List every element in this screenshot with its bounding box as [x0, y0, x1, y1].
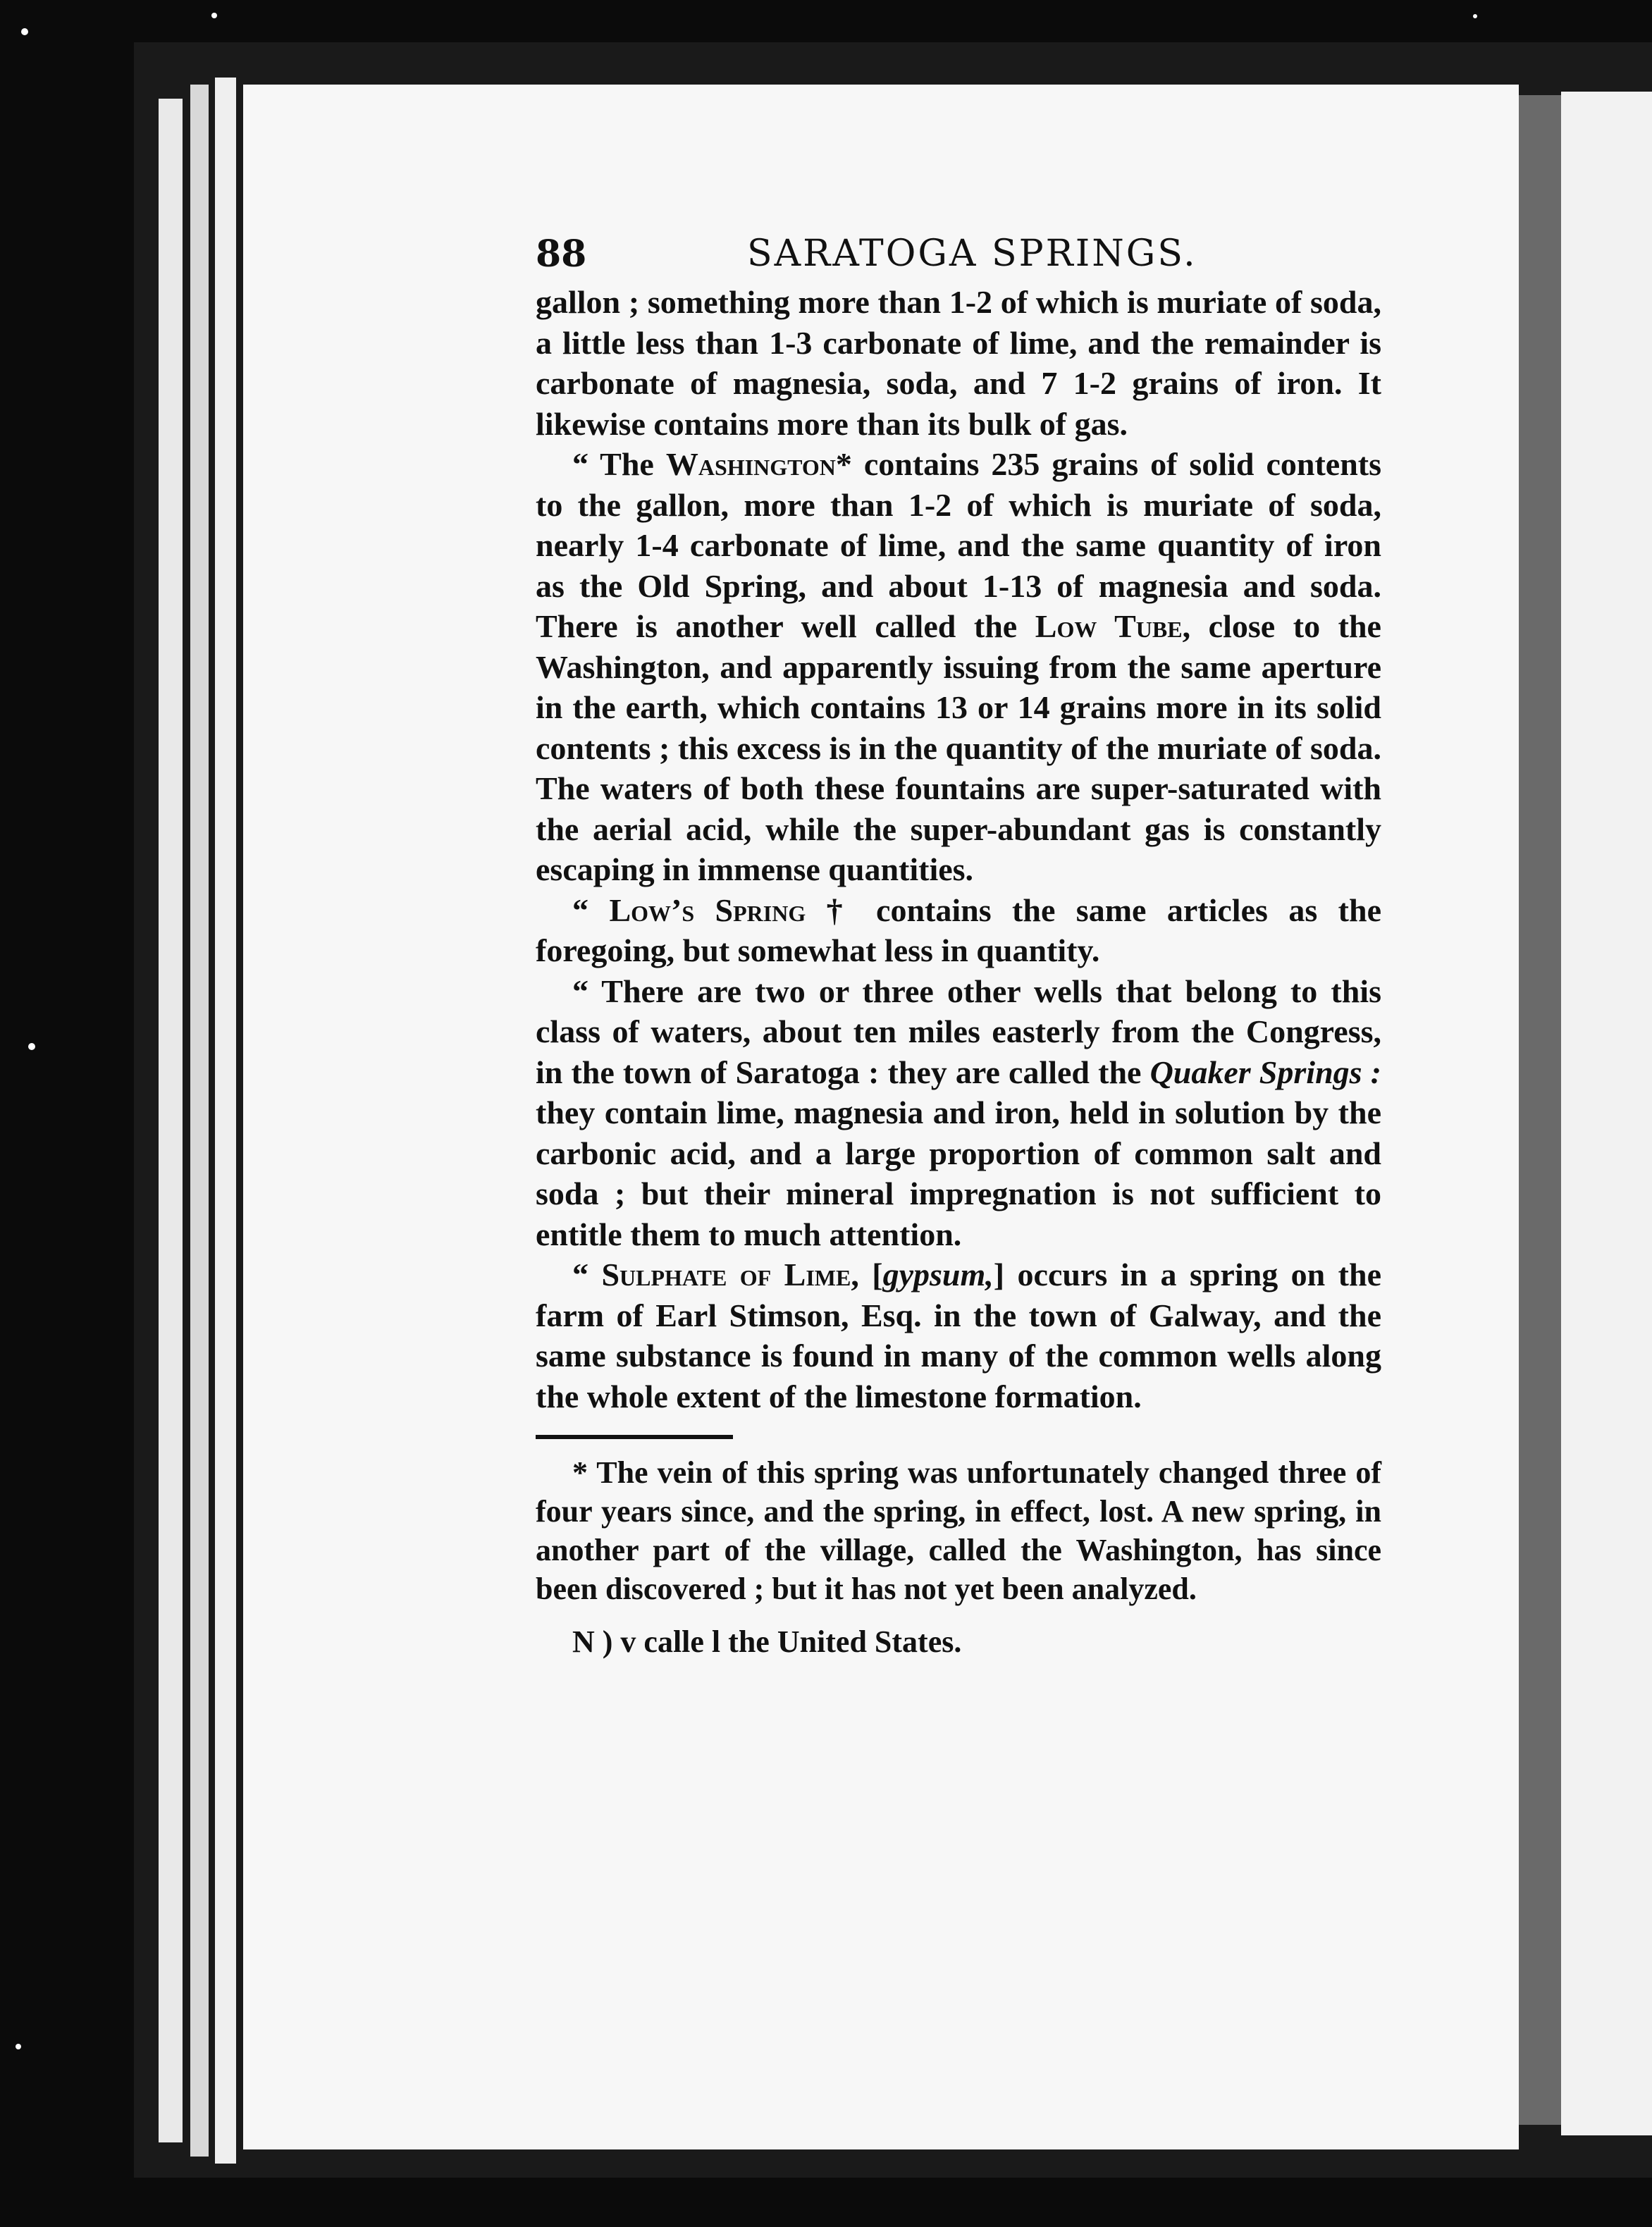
spring-name: Low’s Spring [609, 892, 806, 928]
footnote-rule [536, 1435, 733, 1439]
footnote: * The vein of this spring was unfortunately changed three of four years since, and the spring, in effect, lost. A new spring, in another part of the village, called the Washington, has since been discovered ; but it has not yet been analyzed. [536, 1455, 1381, 1606]
page-number: 88 [536, 233, 587, 276]
spring-name: Low Tube [1035, 608, 1183, 644]
scan-speckle [28, 1043, 35, 1050]
footnote: N ) v calle l the United States. [572, 1624, 962, 1659]
body-text [536, 282, 1381, 1417]
running-title: SARATOGA SPRINGS. [747, 233, 1197, 275]
footnotes [536, 1453, 1381, 1661]
italic-term: gypsum, [882, 1257, 994, 1293]
mineral-name: Sulphate of Lime, [601, 1257, 859, 1293]
page-edge-strip [190, 85, 209, 2157]
right-page-edge [1561, 92, 1652, 2135]
italic-term: Quaker Springs : [1149, 1054, 1381, 1090]
paragraph-quaker-springs: “ There are two or three other wells that belong to this class of waters, about ten miles easterly from the Congress, in the town of Saratoga : they are called the Quaker Springs : they contain lime, magnesia and iron, held in solution by the carbonic acid, and a large proportion of common salt and soda ; but their mineral impregnation is not sufficient to entitle them to much attention. [536, 973, 1381, 1252]
right-page-shadow [1519, 95, 1561, 2125]
spring-name: Washington [665, 446, 836, 482]
paragraph-washington: “ The Washington* contains 235 grains of solid contents to the gallon, more than 1-2 of which is muriate of soda, nearly 1-4 carbonate of lime, and the same quantity of iron as the Old Spring, and about 1-13 of magnesia and soda. There is another well called the Low Tube, close to the Washington, and apparently issuing from the same aperture in the earth, which contains 13 or 14 grains more in its solid contents ; this excess is in the quantity of the muriate of soda. The waters of both these fountains are super-saturated with the aerial acid, while the super-abundant gas is constantly escaping in immense quantities. [536, 446, 1381, 887]
scan-speckle [21, 28, 28, 35]
page-header [536, 226, 1381, 282]
scan-speckle [16, 2044, 21, 2049]
page-edge-strip [215, 78, 236, 2164]
scan-speckle [1473, 14, 1477, 18]
paragraph-sulphate-of-lime: “ Sulphate of Lime, [gypsum,] occurs in a spring on the farm of Earl Stimson, Esq. in the town of Galway, and the same substance is found in many of the common wells along the whole extent of the limestone formation. [536, 1257, 1381, 1414]
page-edge-strip [159, 99, 183, 2142]
paragraph-lows-spring: “ Low’s Spring † contains the same articles as the foregoing, but somewhat less in quantity. [536, 892, 1381, 968]
paragraph: gallon ; something more than 1-2 of which is muriate of soda, a little less than 1-3 carbonate of lime, and the remainder is carbonate of magnesia, soda, and 7 1-2 grains of iron. It likewise contains more than its bulk of gas. [536, 284, 1381, 442]
page-text-block [536, 226, 1381, 1661]
scan-speckle [211, 13, 217, 18]
